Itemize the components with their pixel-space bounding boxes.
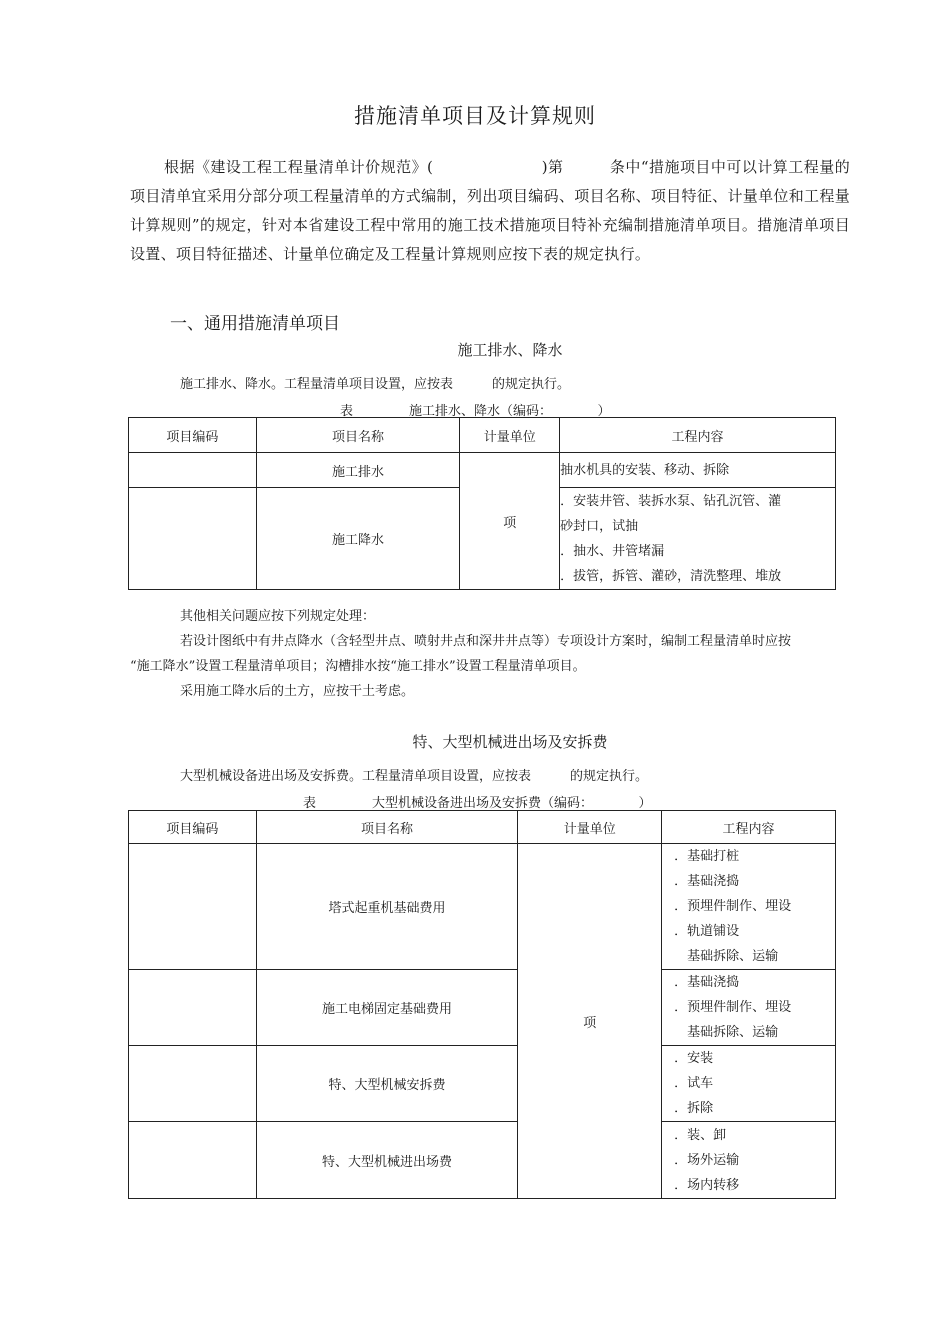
header-name: 项目名称 [256,418,460,453]
header-code: 项目编码 [129,811,257,844]
item-code-cell [129,970,257,1046]
note-line: 其他相关问题应按下列规定处理： [180,609,376,624]
table-row [129,970,836,1046]
item-code-cell [129,453,257,488]
table-row [129,844,836,970]
subsection-intro-machinery: 大型机械设备进出场及安拆费。工程量清单项目设置，应按表 的规定执行。 [180,769,649,784]
subsection-title-drainage: 施工排水、降水 [457,341,563,359]
item-name-cell: 特、大型机械进出场费 [256,1122,518,1199]
item-code-cell [129,1122,257,1199]
item-name-cell: 塔式起重机基础费用 [256,844,518,970]
table-caption-prefix: 表 [340,404,354,419]
item-code-cell [129,488,257,590]
table-caption-drainage: 施工排水、降水（编码： ） [409,404,611,419]
item-content-cell: ．安装井管、装拆水泵、钻孔沉管、灌 砂封口，试抽 ．抽水、井管堵漏 ．拔管，拆管、灌砂，清洗整理、堆放 [560,488,836,590]
item-name-cell: 施工降水 [256,488,460,590]
header-content: 工程内容 [560,418,836,453]
item-name-cell: 特、大型机械安拆费 [256,1046,518,1122]
table-caption-machinery: 大型机械设备进出场及安拆费（编码： ） [372,796,652,811]
item-content-cell: ．安装 ．试车 ．拆除 [662,1046,836,1122]
item-code-cell [129,844,257,970]
table-row [129,453,836,488]
header-content: 工程内容 [662,811,836,844]
table-caption-prefix: 表 [303,796,317,811]
section-heading: 一、通用措施清单项目 [170,314,340,334]
item-code-cell [129,1046,257,1122]
page-title: 措施清单项目及计算规则 [354,104,596,128]
item-name-cell: 施工排水 [256,453,460,488]
table-row [129,1122,836,1199]
header-unit: 计量单位 [460,418,560,453]
drainage-table [128,417,836,590]
header-code: 项目编码 [129,418,257,453]
subsection-title-machinery: 特、大型机械进出场及安拆费 [412,733,608,751]
machinery-table [128,810,836,1199]
item-content-cell: ．基础打桩 ．基础浇捣 ．预埋件制作、埋设 ．轨道铺设 基础拆除、运输 [662,844,836,970]
note-line: 采用施工降水后的土方，应按干土考虑。 [180,684,415,699]
table-header-row [129,811,836,844]
header-name: 项目名称 [256,811,518,844]
subsection-intro-drainage: 施工排水、降水。工程量清单项目设置，应按表 的规定执行。 [180,377,571,392]
item-content-cell: 抽水机具的安装、移动、拆除 [560,453,836,488]
header-unit: 计量单位 [518,811,662,844]
intro-paragraph: 根据《建设工程工程量清单计价规范》( )第 条中“措施项目中可以计算工程量的项目清单宜采用分部分项工程量清单的方式编制，列出项目编码、项目名称、项目特征、计量单位和工程量计算规则”的规定，针对本省建设工程中常用的施工技术措施项目特补充编制措施清单项目。措施清单项目设置、项目特征描述、计量单位确定及工程量计算规则应按下表的规定执行。 [130,158,850,263]
item-name-cell: 施工电梯固定基础费用 [256,970,518,1046]
note-line: 若设计图纸中有井点降水（含轻型井点、喷射井点和深井井点等）专项设计方案时，编制工程量清单时应按 [180,634,792,649]
table-row [129,1046,836,1122]
item-content-cell: ．基础浇捣 ．预埋件制作、埋设 基础拆除、运输 [662,970,836,1046]
table-header-row [129,418,836,453]
item-content-cell: ．装、卸 ．场外运输 ．场内转移 [662,1122,836,1199]
notes-block [130,604,860,704]
note-line: “施工降水”设置工程量清单项目；沟槽排水按“施工排水”设置工程量清单项目。 [130,659,586,674]
item-unit-cell: 项 [518,844,662,1199]
item-unit-cell: 项 [460,453,560,590]
